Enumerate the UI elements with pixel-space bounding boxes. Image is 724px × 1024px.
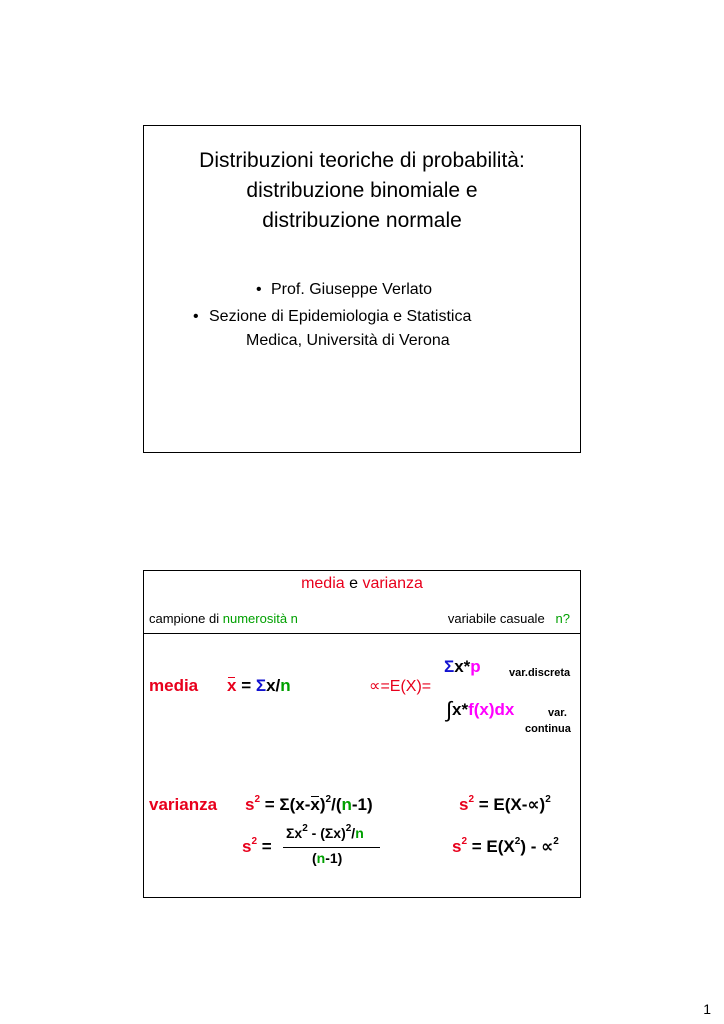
discrete-note: var.discreta xyxy=(509,667,571,679)
affiliation-line-1: Sezione di Epidemiologia e Statistica xyxy=(209,308,472,325)
author-name: Prof. Giuseppe Verlato xyxy=(271,281,432,298)
slide-title xyxy=(144,146,580,236)
fraction-denominator: (n-1) xyxy=(312,850,343,866)
affiliation-line-2: Medica, Università di Verona xyxy=(246,332,450,349)
title-line-2: distribuzione binomiale e xyxy=(246,179,478,202)
sample-label: campione di numerosità n xyxy=(149,611,298,626)
title-line-1: Distribuzioni teoriche di probabilità: xyxy=(199,149,525,172)
bullet-2: • xyxy=(193,308,199,325)
continuous-formula: ∫x*f(x)dx xyxy=(446,697,515,722)
formula-slide xyxy=(143,570,581,898)
title-conj: e xyxy=(349,575,358,592)
discrete-formula: Σx*p xyxy=(444,657,481,676)
page-number: 1 xyxy=(703,1001,711,1017)
continuous-note-1: var. xyxy=(548,707,567,719)
expectation-formula: ∝=E(X)= xyxy=(369,678,432,695)
bullet-1: • xyxy=(256,281,262,298)
variance-moment-formula: $s^2 = E(X^2) - \propto^2$ xyxy=(452,836,559,856)
varianza-label: varianza xyxy=(149,795,218,814)
title-line-3: distribuzione normale xyxy=(262,209,462,232)
continuous-note-2: continua xyxy=(525,723,571,735)
media-sample-formula: x = Σx/n xyxy=(227,676,291,695)
media-label: media xyxy=(149,676,199,695)
slide2-title xyxy=(144,575,580,593)
fraction-bar xyxy=(283,847,380,848)
variable-highlight: n? xyxy=(555,611,570,626)
title-media: media xyxy=(301,575,345,592)
variance-sample-formula: $s^2 = \Sigma(x-x)^2/(n-1)$ xyxy=(245,794,373,814)
variable-label: variabile casuale n? xyxy=(447,611,570,626)
divider xyxy=(144,633,580,634)
title-varianza: varianza xyxy=(362,575,423,592)
sample-size: numerosità n xyxy=(222,611,298,626)
fraction-numerator: $\Sigma x^2 - (\Sigma x)^2/n$ xyxy=(286,823,364,841)
variance-expected-formula: $s^2 = E(X-\propto)^2$ xyxy=(459,794,551,814)
title-slide xyxy=(143,125,581,453)
variance-computational-lhs: $s^2$ = xyxy=(242,836,272,856)
